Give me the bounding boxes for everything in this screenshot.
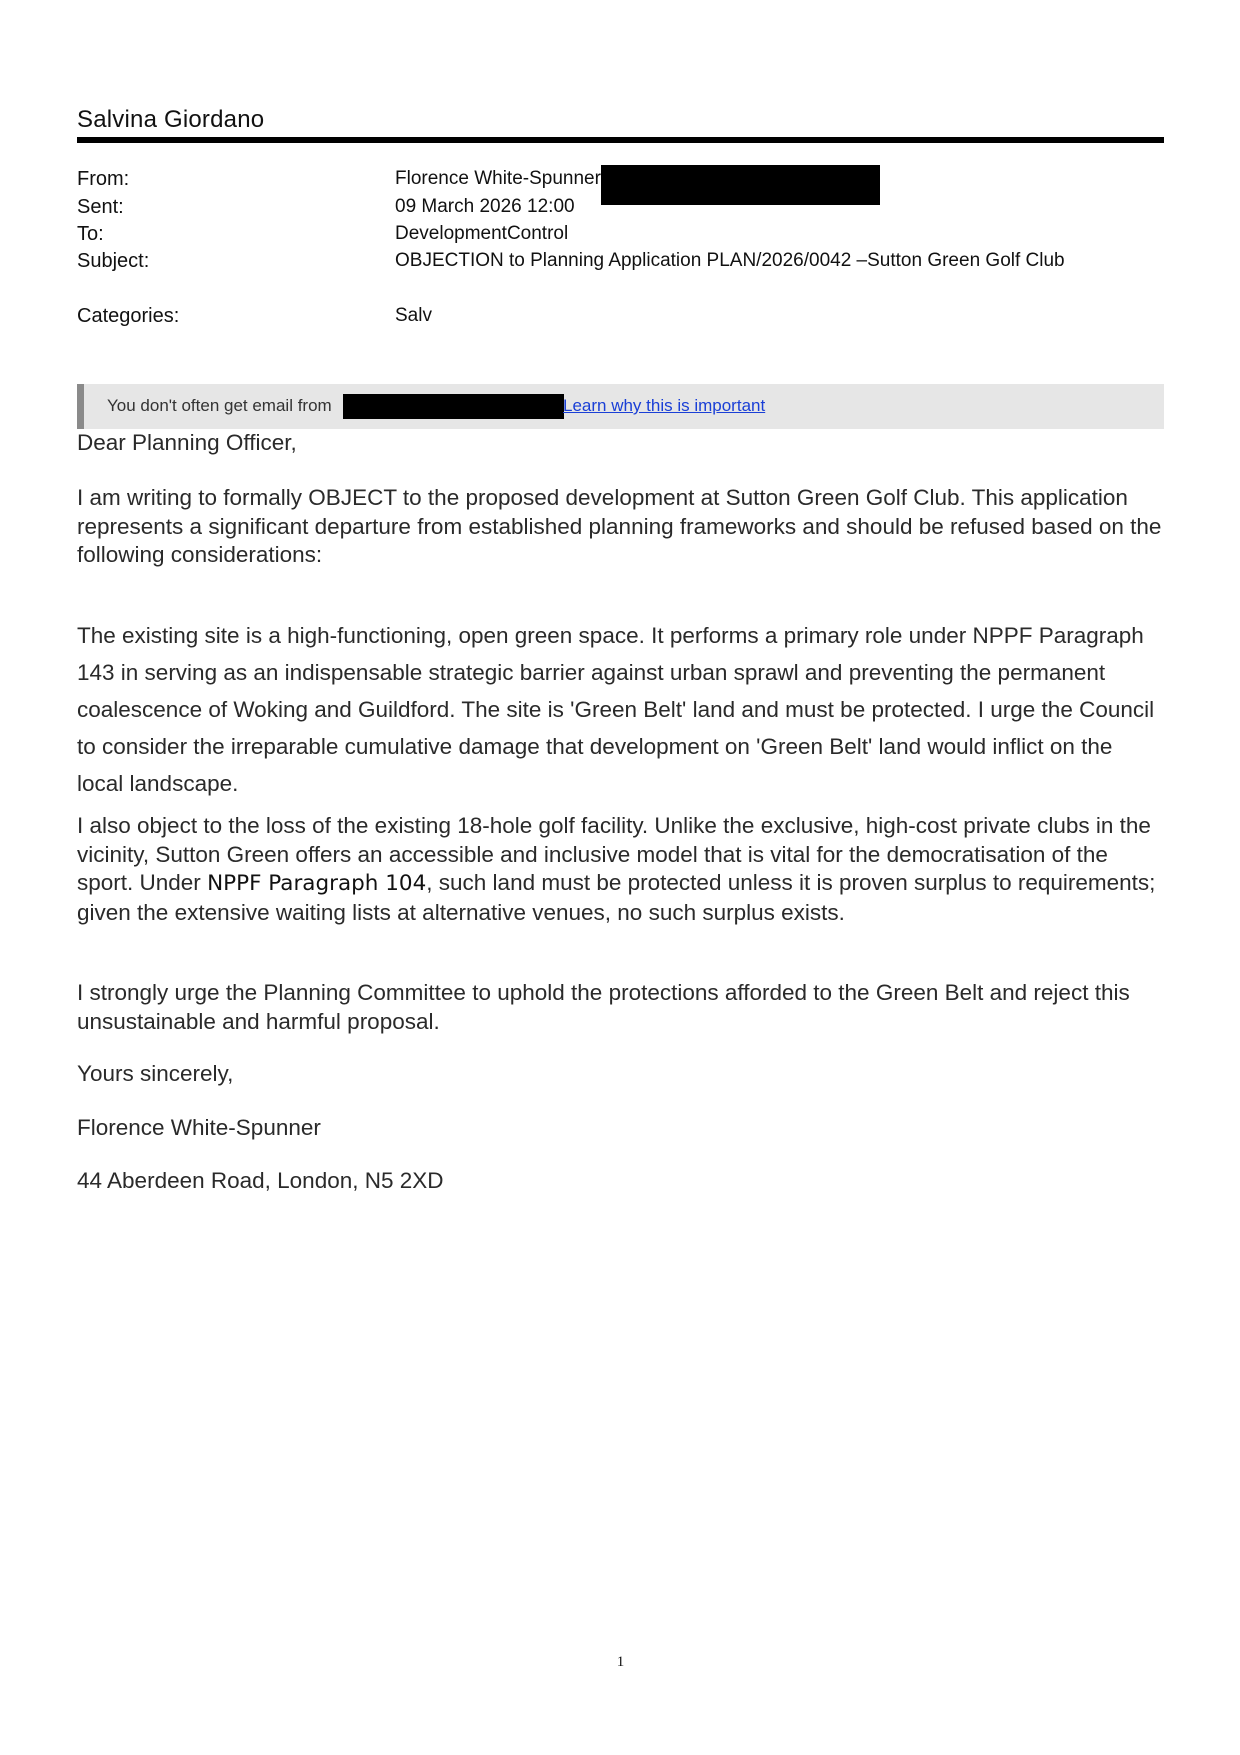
letter-closing: Yours sincerely, [77,1061,234,1086]
page-number: 1 [616,1654,625,1670]
categories-label: Categories: [77,305,180,327]
to-label: To: [77,223,104,245]
letter-paragraph-2: The existing site is a high-functioning, open green space. It performs a primary role under NPPF Paragraph 143 in serving as an indispensable strategic barrier against urban sprawl and preventing the permanent coalescence of Woking and Guildford. The site is 'Green Belt' land and must be protected. I urge the Council to consider the irreparable cumulative damage that development on 'Green Belt' land would inflict on the local landscape. [77,623,1155,796]
letter-paragraph-1: I am writing to formally OBJECT to the proposed development at Sutton Green Golf Club. This application represents a significant departure from established planning frameworks and should be refused based on the following considerations: [77,485,1162,567]
sent-label: Sent: [77,196,124,218]
letter-signature-name: Florence White-Spunner [77,1115,321,1140]
paragraph-3-text-start: I also object to the loss of the existing 18-hole golf facility. Unlike the exclusive, high-cost private clubs in the vicinity, Sutton Green offers an accessible and inclusive model that is vital for the democratisation of the sport. Under [77,813,1151,895]
letter-sender-address: 44 Aberdeen Road, London, N5 2XD [77,1168,444,1193]
from-label: From: [77,168,130,190]
header-divider [77,137,1164,143]
paragraph-3-text-end: , such land must be protected unless it is proven surplus to requirements; given the extensive waiting lists at alternative venues, no such surplus exists. [77,870,1156,925]
sent-value: 09 March 2026 12:00 [395,196,575,217]
redacted-warning-address [343,394,564,419]
categories-value: Salv [395,305,432,326]
nppf-paragraph-reference: NPPF Paragraph 104 [207,871,427,896]
email-printout-page [77,0,1164,1755]
to-value: DevelopmentControl [395,223,569,244]
sender-name: Florence White-Spunner [395,168,601,189]
warning-accent-bar [77,384,84,429]
letter-paragraph-4: I strongly urge the Planning Committee to uphold the protections afforded to the Green Belt and reject this unsustainable and harmful proposal. [77,980,1130,1034]
redacted-sender-address [601,165,880,205]
warning-text: You don't often get email from [107,396,332,415]
subject-value: OBJECTION to Planning Application PLAN/2026/0042 –Sutton Green Golf Club [395,250,1065,271]
letter-paragraph-3 [77,812,1164,927]
letter-greeting: Dear Planning Officer, [77,430,297,455]
mailbox-owner-name: Salvina Giordano [77,106,265,133]
subject-label: Subject: [77,250,150,272]
external-sender-warning [77,384,1164,429]
learn-why-link[interactable]: Learn why this is important [563,396,766,415]
